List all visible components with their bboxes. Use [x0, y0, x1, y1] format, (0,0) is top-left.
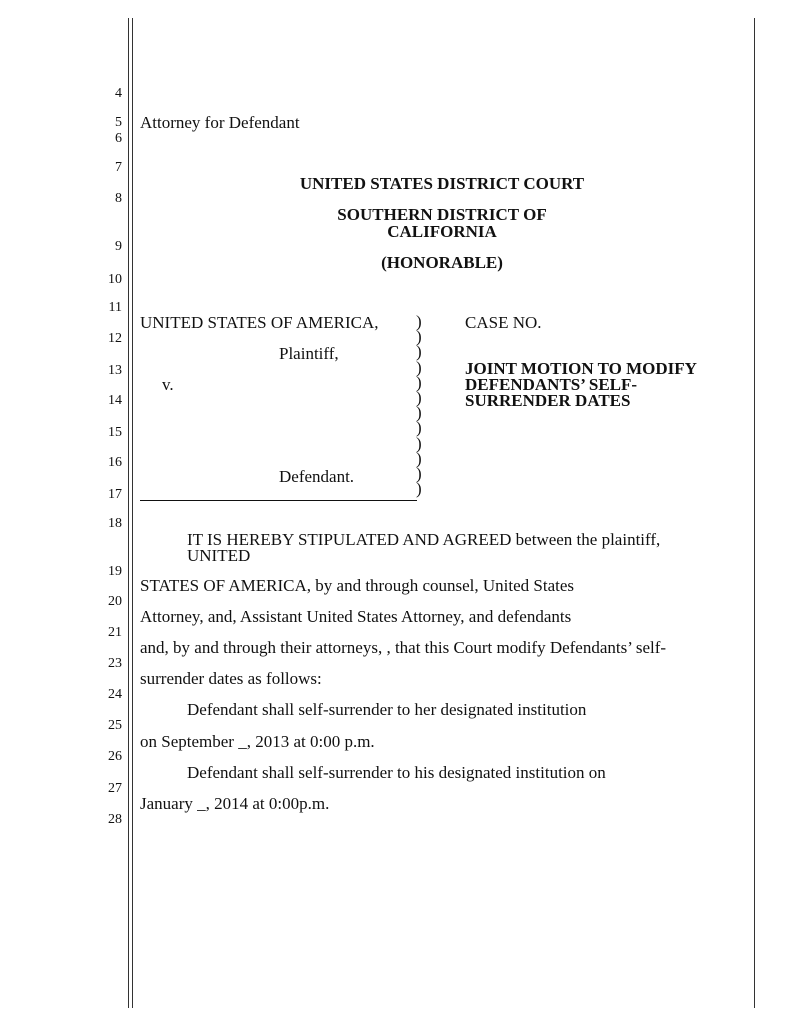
body-line-1: IT IS HEREBY STIPULATED AND AGREED between the plaintiff, — [187, 530, 661, 549]
attorney-line: Attorney for Defendant — [140, 113, 300, 132]
line-number: 25 — [108, 718, 122, 733]
case-number: CASE NO. — [465, 313, 542, 332]
line-number: 17 — [108, 487, 122, 502]
body-line-3: Attorney, and, Assistant United States Attorney, and defendants — [140, 607, 572, 626]
versus: v. — [162, 375, 174, 394]
court-district-line1: SOUTHERN DISTRICT OF — [337, 205, 547, 224]
body-line-9: January _, 2014 at 0:00p.m. — [140, 794, 330, 813]
line-number: 28 — [108, 812, 122, 827]
court-judge: (HONORABLE) — [381, 253, 503, 272]
line-number: 16 — [108, 455, 122, 470]
body-line-5: surrender dates as follows: — [140, 669, 322, 688]
line-number: 11 — [108, 300, 122, 315]
line-number: 7 — [115, 160, 122, 175]
line-number: 18 — [108, 516, 122, 531]
line-number: 27 — [108, 781, 122, 796]
body-line-8: Defendant shall self-surrender to his designated institution on — [187, 763, 606, 782]
body-line-4: and, by and through their attorneys, , that this Court modify Defendants’ self- — [140, 638, 667, 657]
motion-title-line3: SURRENDER DATES — [465, 391, 631, 410]
line-number: 6 — [115, 131, 122, 146]
line-number: 5 — [115, 115, 122, 130]
motion-title-line1: JOINT MOTION TO MODIFY — [465, 359, 697, 378]
line-number: 19 — [108, 564, 122, 579]
line-number: 10 — [108, 272, 122, 287]
court-name: UNITED STATES DISTRICT COURT — [299, 174, 585, 193]
body-line-6: Defendant shall self-surrender to her designated institution — [187, 700, 587, 719]
line-number: 20 — [108, 594, 122, 609]
line-number: 14 — [108, 393, 122, 408]
caption-underline — [140, 500, 417, 501]
line-number: 21 — [108, 625, 122, 640]
plaintiff-role: Plaintiff, — [279, 344, 339, 363]
line-number: 12 — [108, 331, 122, 346]
body-line-2: STATES OF AMERICA, by and through counsel, United States — [140, 576, 575, 595]
line-number: 26 — [108, 749, 122, 764]
caption-parentheses: ) ) ) ) ) ) ) ) ) ) ) ) — [416, 312, 422, 499]
body-line-7: on September _, 2013 at 0:00 p.m. — [140, 732, 375, 751]
line-number: 4 — [115, 86, 122, 101]
margin-rule-left-1 — [128, 18, 129, 1008]
court-district-line2: CALIFORNIA — [387, 222, 497, 241]
body-line-1b: UNITED — [187, 546, 251, 565]
plaintiff-name: UNITED STATES OF AMERICA, — [140, 313, 379, 332]
margin-rule-left-2 — [132, 18, 133, 1008]
line-number: 24 — [108, 687, 122, 702]
line-number: 8 — [115, 191, 122, 206]
defendant-role: Defendant. — [279, 467, 355, 486]
line-number: 23 — [108, 656, 122, 671]
line-number: 9 — [115, 239, 122, 254]
line-number: 13 — [108, 363, 122, 378]
line-number: 15 — [108, 425, 122, 440]
motion-title-line2: DEFENDANTS’ SELF- — [465, 375, 638, 394]
margin-rule-right — [754, 18, 755, 1008]
